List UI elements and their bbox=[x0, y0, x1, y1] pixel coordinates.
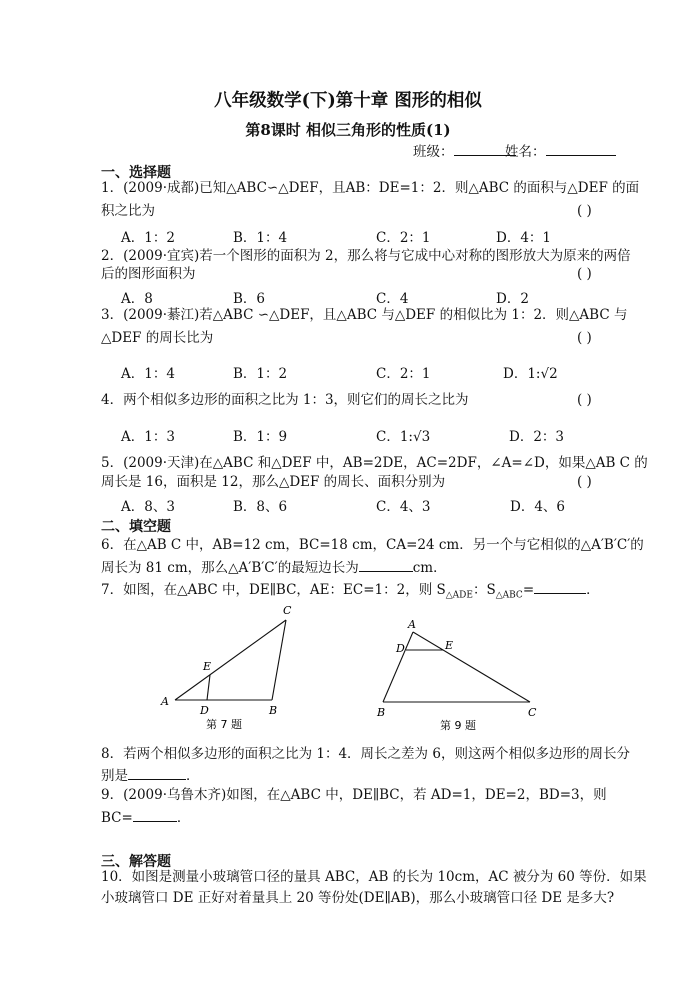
q2-option-d[interactable]: D．2 bbox=[496, 291, 529, 307]
q9-text: BC= bbox=[101, 810, 133, 826]
q5-option-d[interactable]: D．4、6 bbox=[510, 499, 566, 515]
q4-option-a[interactable]: A．1：3 bbox=[121, 429, 175, 445]
q1-option-a[interactable]: A．1：2 bbox=[121, 230, 175, 246]
q3-line1: 3．(2009·綦江)若△ABC ∽△DEF，且△ABC 与△DEF 的相似比为 1：2．则△ABC 与 bbox=[101, 307, 628, 323]
fig9-label-e: E bbox=[445, 639, 454, 652]
name-field[interactable] bbox=[505, 142, 616, 160]
q3-option-b[interactable]: B．1：2 bbox=[233, 366, 288, 382]
q2-answer-paren[interactable]: ( ) bbox=[577, 266, 592, 282]
q4-line1: 4．两个相似多边形的面积之比为 1：3，则它们的周长之比为 bbox=[101, 392, 469, 408]
q5-option-a[interactable]: A．8、3 bbox=[121, 499, 175, 515]
page-subtitle: 第8课时 相似三角形的性质(1) bbox=[245, 121, 451, 139]
q4-option-c[interactable]: C．1:√3 bbox=[376, 429, 431, 445]
q6-unit: cm． bbox=[412, 560, 447, 576]
figure-9 bbox=[370, 612, 550, 737]
fig7-label-d: D bbox=[200, 704, 209, 717]
q8-end: ． bbox=[186, 768, 200, 784]
q9-end: ． bbox=[176, 810, 191, 826]
section-fill: 二、填空题 bbox=[101, 519, 171, 535]
fig7-caption: 第 7 题 bbox=[206, 718, 242, 731]
q3-option-a[interactable]: A．1：4 bbox=[121, 366, 175, 382]
q7-end: ． bbox=[586, 582, 600, 598]
section-solve: 三、解答题 bbox=[101, 854, 171, 870]
fig9-caption: 第 9 题 bbox=[440, 719, 476, 732]
q8-answer-blank[interactable] bbox=[128, 766, 186, 780]
q10-line2: 小玻璃管口 DE 正好对着量具上 20 等份处(DE∥AB)，那么小玻璃管口径 DE 是多大? bbox=[101, 890, 615, 906]
q9-line1: 9．(2009·乌鲁木齐)如图，在△ABC 中，DE∥BC，若 AD=1，DE=2，BD=3，则 bbox=[101, 787, 607, 803]
q3-line2: △DEF 的周长比为 bbox=[101, 330, 214, 346]
fig9-label-c: C bbox=[528, 706, 537, 719]
fig9-label-a: A bbox=[408, 618, 416, 631]
q5-answer-paren[interactable]: ( ) bbox=[577, 474, 592, 490]
q2-option-a[interactable]: A．8 bbox=[121, 291, 153, 307]
q7-eq: = bbox=[522, 582, 535, 598]
class-field[interactable] bbox=[413, 142, 516, 160]
q7-ratio: ：S bbox=[472, 582, 496, 598]
q7-sub-abc: △ABC bbox=[495, 590, 523, 601]
q1-line2: 积之比为 bbox=[101, 203, 155, 219]
q4-option-d[interactable]: D．2：3 bbox=[509, 429, 565, 445]
q2-option-b[interactable]: B．6 bbox=[233, 291, 266, 307]
fig9-label-b: B bbox=[377, 706, 386, 719]
fig7-label-b: B bbox=[269, 704, 278, 717]
name-label: 姓名： bbox=[505, 144, 546, 160]
fig7-label-e: E bbox=[203, 660, 212, 673]
fig7-label-a: A bbox=[161, 695, 169, 708]
q6-line1: 6．在△AB C 中，AB=12 cm，BC=18 cm，CA=24 cm．另一个与它相似的△A′B′C′的 bbox=[101, 537, 644, 553]
q1-option-d[interactable]: D．4：1 bbox=[496, 230, 552, 246]
q8-line1: 8．若两个相似多边形的面积之比为 1：4．周长之差为 6，则这两个相似多边形的周长分 bbox=[101, 746, 630, 762]
q9-line2 bbox=[101, 808, 190, 826]
q4-answer-paren[interactable]: ( ) bbox=[577, 392, 592, 408]
q4-option-b[interactable]: B．1：9 bbox=[233, 429, 288, 445]
q2-line1: 2．(2009·宜宾)若一个图形的面积为 2，那么将与它成中心对称的图形放大为原来的两倍 bbox=[101, 248, 631, 264]
page-title: 八年级数学(下)第十章 图形的相似 bbox=[214, 91, 482, 111]
q5-option-c[interactable]: C．4、3 bbox=[376, 499, 431, 515]
q3-option-c[interactable]: C．2：1 bbox=[376, 366, 431, 382]
q5-line2: 周长是 16，面积是 12，那么△DEF 的周长、面积分别为 bbox=[101, 474, 446, 490]
q10-line1: 10．如图是测量小玻璃管口径的量具 ABC，AB 的长为 10cm，AC 被分为 60 等份．如果 bbox=[101, 869, 647, 885]
fig7-label-c: C bbox=[283, 604, 292, 617]
figure-7 bbox=[155, 600, 305, 740]
q5-line1: 5．(2009·天津)在△ABC 和△DEF 中，AB=2DE，AC=2DF，∠A=∠D，如果△AB C 的 bbox=[101, 455, 648, 471]
q7-sub-ade: △ADE bbox=[445, 590, 473, 601]
q3-answer-paren[interactable]: ( ) bbox=[577, 330, 592, 346]
name-blank[interactable] bbox=[546, 142, 616, 156]
q6-answer-blank[interactable] bbox=[359, 558, 413, 572]
q1-line1: 1．(2009·成都)已知△ABC∽△DEF，且AB：DE=1：2．则△ABC 的面积与△DEF 的面 bbox=[101, 180, 640, 196]
q3-option-d[interactable]: D．1:√2 bbox=[503, 366, 558, 382]
q9-answer-blank[interactable] bbox=[133, 808, 177, 822]
q1-option-c[interactable]: C．2：1 bbox=[376, 230, 431, 246]
q5-option-b[interactable]: B．8、6 bbox=[233, 499, 288, 515]
fig9-label-d: D bbox=[396, 642, 405, 655]
class-label: 班级： bbox=[413, 144, 454, 160]
q6-line2-text: 周长为 81 cm，那么△A′B′C′的最短边长为 bbox=[101, 560, 359, 576]
q8-text: 别是 bbox=[101, 768, 128, 784]
q6-line2 bbox=[101, 558, 447, 576]
q1-answer-paren[interactable]: ( ) bbox=[577, 203, 592, 219]
q2-option-c[interactable]: C．4 bbox=[376, 291, 409, 307]
q7-text: 7．如图，在△ABC 中，DE∥BC，AE：EC=1：2，则 S bbox=[101, 582, 446, 598]
section-choice: 一、选择题 bbox=[101, 165, 171, 181]
q2-line2: 后的图形面积为 bbox=[101, 266, 196, 282]
q7-answer-blank[interactable] bbox=[534, 580, 586, 594]
q1-option-b[interactable]: B．1：4 bbox=[233, 230, 288, 246]
q8-line2 bbox=[101, 766, 200, 784]
